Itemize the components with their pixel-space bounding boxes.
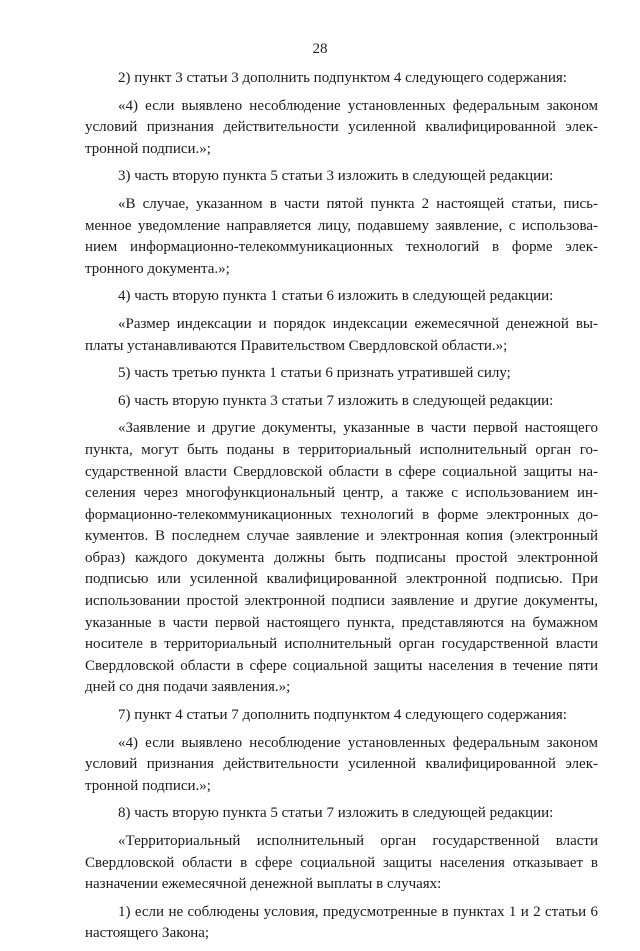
paragraph: «4) если выявлено несоблюдение установленных федеральным законом условий признания действительности усиленной квалифицированной электронной подписи.»;	[85, 97, 598, 157]
paragraph: 1) если не соблюдены условия, предусмотренные в пунктах 1 и 2 статьи 6 настоящего Закона;	[85, 903, 598, 942]
paragraph: «Территориальный исполнительный орган государственной власти Свердловской области в сфере социальной защиты населения отказывает в назначении ежемесячной денежной выплаты в случаях:	[85, 833, 598, 893]
paragraph: «Размер индексации и порядок индексации ежемесячной денежной выплаты устанавливаются Правительством Свердловской области.»;	[85, 315, 598, 354]
paragraph: 4) часть вторую пункта 1 статьи 6 изложить в следующей редакции:	[118, 288, 554, 305]
paragraph: «4) если выявлено несоблюдение установленных федеральным законом условий признания действительности усиленной квалифицированной электронной подписи.»;	[85, 734, 598, 794]
page-number: 28	[312, 41, 328, 57]
paragraph: 6) часть вторую пункта 3 статьи 7 изложить в следующей редакции:	[118, 392, 554, 409]
paragraph: 7) пункт 4 статьи 7 дополнить подпунктом 4 следующего содержания:	[118, 707, 567, 724]
paragraph: 2) пункт 3 статьи 3 дополнить подпунктом 4 следующего содержания:	[118, 70, 567, 86]
paragraph: «Заявление и другие документы, указанные в части первой настоящего пункта, могут быть поданы в территориальный исполнительный орган государственной власти Свердловской области в сфере социальной защиты населения через многофункциональный центр, а также с использованием информационно-телекоммуникационных технологий в форме электронных документов. В последнем случае заявление и электронная копия (электронный образ) каждого документа должны быть подписаны простой электронной подписью или усиленной квалифицированной электронной подписью. При использовании простой электронной подписи заявление и другие документы, указанные в части первой настоящего пункта, представляются на бумажном носителе в территориальный исполнительный орган государственной власти Свердловской области в сфере социальной защиты населения в течение пяти дней со дня подачи заявления.»;	[85, 420, 598, 696]
paragraph: 8) часть вторую пункта 5 статьи 7 изложить в следующей редакции:	[118, 805, 554, 822]
paragraph: «В случае, указанном в части пятой пункта 2 настоящей статьи, письменное уведомление направляется лицу, подавшему заявление, с использованием информационно-телекоммуникационных технологий в форме электронного документа.»;	[85, 195, 598, 277]
paragraph: 5) часть третью пункта 1 статьи 6 признать утратившей силу;	[118, 365, 511, 382]
paragraph: 3) часть вторую пункта 5 статьи 3 изложить в следующей редакции:	[118, 168, 554, 185]
document-body	[85, 68, 598, 951]
